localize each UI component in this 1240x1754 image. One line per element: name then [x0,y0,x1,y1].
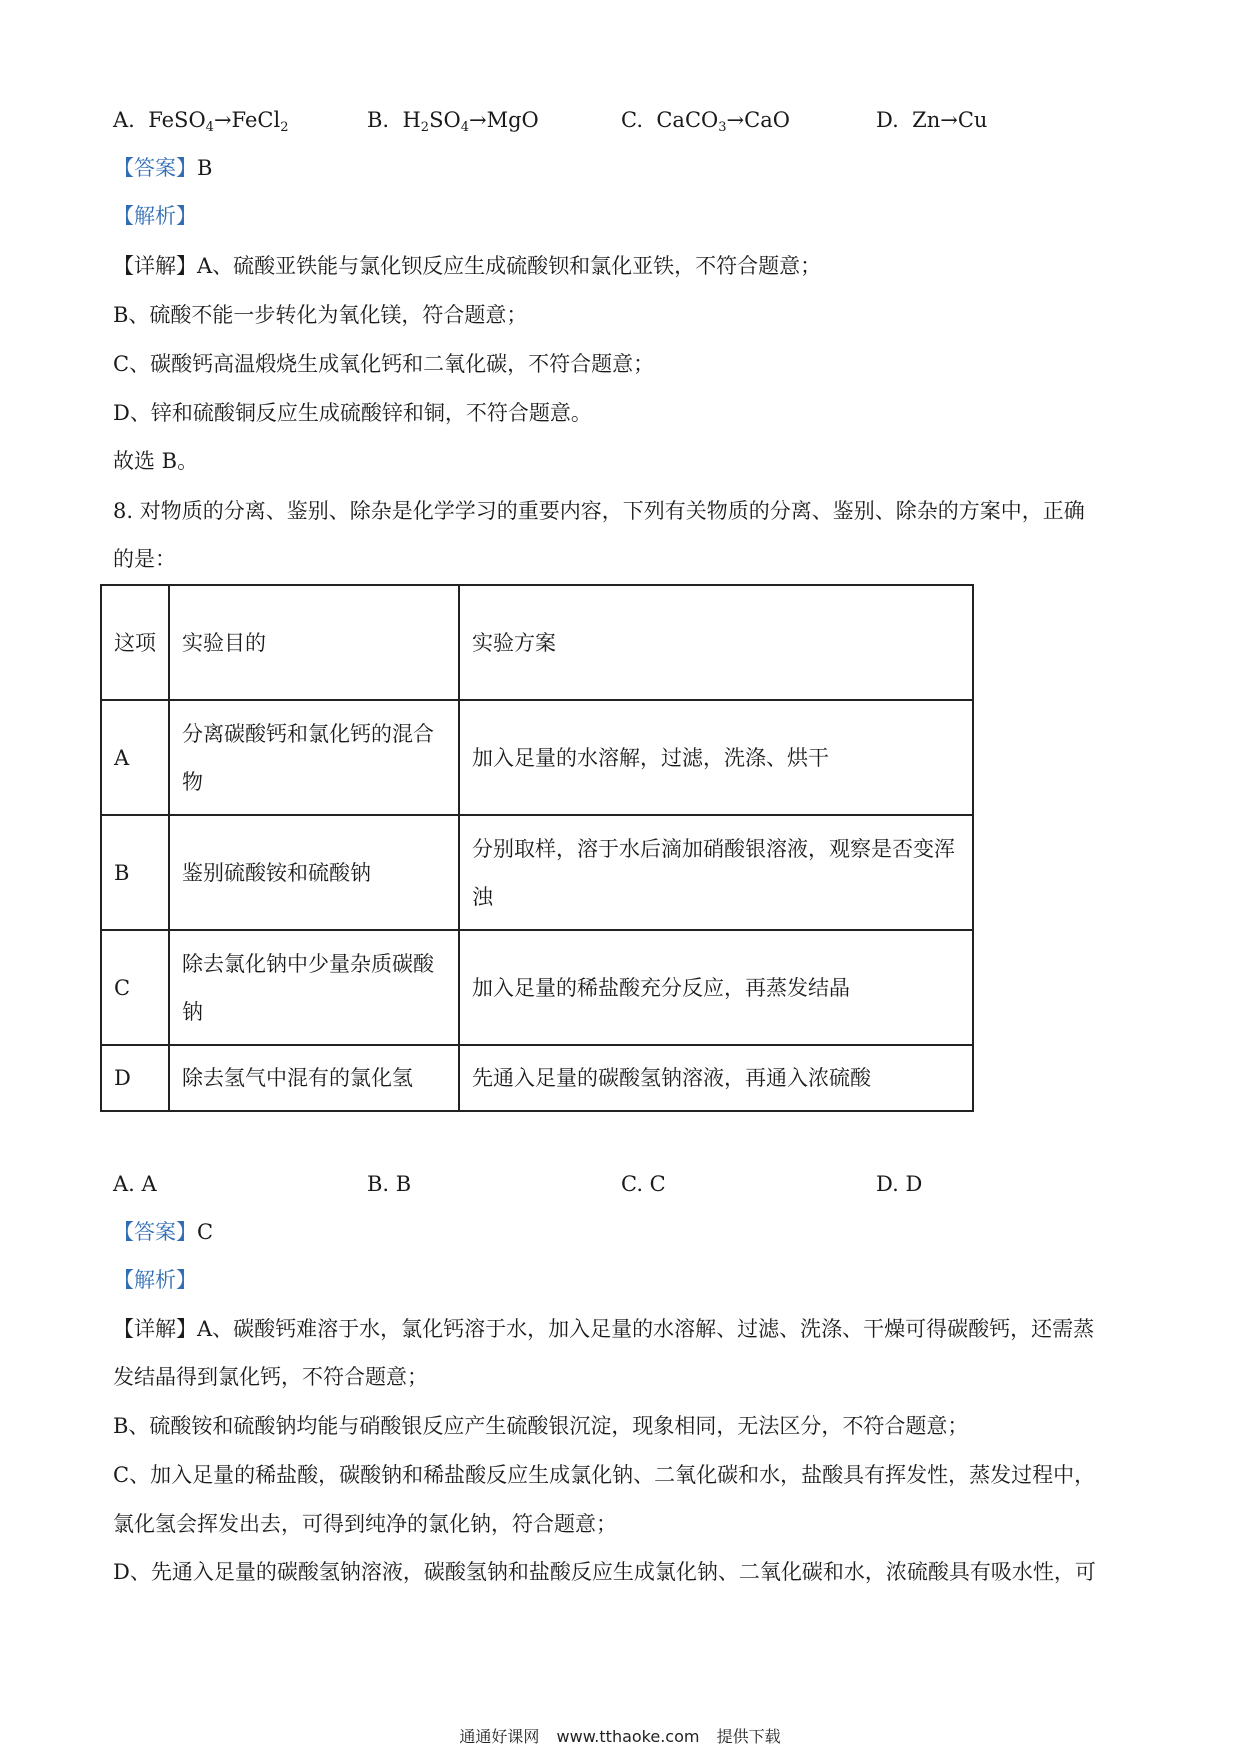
formula-subscript: 2 [420,120,430,135]
arrow: → [726,108,745,132]
detail-tag: 【详解】 [113,254,197,278]
formula-subscript: 4 [205,120,214,135]
q7-analysis-heading [113,201,197,231]
q8-detail-a-line2: 发结晶得到氯化钙，不符合题意； [113,1365,428,1389]
q8-analysis-heading [113,1265,197,1295]
q8-option-b: B. B [367,1172,412,1196]
q7-option-d [876,105,987,135]
row-method: 加入足量的水溶解，过滤，洗涤、烘干 [459,700,973,815]
table-row [101,930,973,1045]
q7-detail-c: C、碳酸钙高温煅烧生成氧化钙和二氧化碳，不符合题意； [113,352,655,376]
q8-detail-c-line1: C、加入足量的稀盐酸，碳酸钠和稀盐酸反应生成氯化钠、二氧化碳和水，盐酸具有挥发性，蒸发过程中， [113,1463,1096,1487]
table-row [101,815,973,930]
q7-option-b [367,105,539,135]
arrow: → [213,108,232,132]
answer-value: B [197,156,213,180]
q7-detail-b: B、硫酸不能一步转化为氧化镁，符合题意； [113,303,528,327]
table-row [101,1045,973,1111]
option-letter: B. [367,108,390,132]
q7-detail-d: D、锌和硫酸铜反应生成硫酸锌和铜，不符合题意。 [113,401,592,425]
row-key: D [101,1045,169,1111]
q7-option-c [621,105,790,135]
q8-stem-line1: 8. 对物质的分离、鉴别、除杂是化学学习的重要内容，下列有关物质的分离、鉴别、除杂的方案中，正确 [113,499,1085,523]
option-letter: C. [621,108,643,132]
detail-text: A、硫酸亚铁能与氯化钡反应生成硫酸钡和氯化亚铁，不符合题意； [197,254,822,278]
q8-detail-c-line2: 氯化氢会挥发出去，可得到纯净的氯化钠，符合题意； [113,1512,617,1536]
q8-option-a: A. A [113,1172,157,1196]
footer-site-name: 通通好课网 [459,1727,540,1746]
q8-detail-b: B、硫酸铵和硫酸钠均能与硝酸银反应产生硫酸银沉淀，现象相同，无法区分，不符合题意； [113,1414,969,1438]
table-row [101,700,973,815]
row-purpose: 鉴别硫酸铵和硫酸钠 [169,815,459,930]
arrow: → [468,108,487,132]
answer-tag: 【答案】 [113,1220,197,1244]
analysis-tag: 【解析】 [113,204,197,228]
option-letter: D. [876,108,899,132]
experiment-table [100,584,974,1112]
q7-detail-a [113,251,821,281]
q7-conclusion: 故选 B。 [113,449,199,473]
formula-subscript: 3 [718,120,727,135]
formula-part: Zn→Cu [912,108,988,132]
row-method: 分别取样，溶于水后滴加硝酸银溶液，观察是否变浑浊 [459,815,973,930]
formula-subscript: 2 [280,120,289,135]
option-letter: A. [113,108,135,132]
q8-option-d: D. D [876,1172,923,1196]
q8-detail-d-line1: D、先通入足量的碳酸氢钠溶液，碳酸氢钠和盐酸反应生成氯化钠、二氧化碳和水，浓硫酸具有吸水性，可 [113,1560,1096,1584]
analysis-tag: 【解析】 [113,1268,197,1292]
row-key: B [101,815,169,930]
row-purpose: 除去氢气中混有的氯化氢 [169,1045,459,1111]
formula-part: FeCl [231,108,281,132]
formula-subscript: 4 [460,120,469,135]
row-method: 先通入足量的碳酸氢钠溶液，再通入浓硫酸 [459,1045,973,1111]
formula-part: H [402,108,421,132]
row-purpose: 除去氯化钠中少量杂质碳酸钠 [169,930,459,1045]
footer-url[interactable]: www.tthaoke.com [556,1727,700,1746]
answer-value: C [197,1220,214,1244]
q8-answer [113,1217,213,1247]
header-purpose: 实验目的 [169,585,459,700]
page-footer [0,1724,1240,1747]
formula-part: MgO [486,108,539,132]
q8-option-c: C. C [621,1172,666,1196]
answer-tag: 【答案】 [113,156,197,180]
row-purpose: 分离碳酸钙和氯化钙的混合物 [169,700,459,815]
q8-detail-a-line1 [113,1314,1094,1344]
q7-option-a [113,105,288,135]
footer-note: 提供下载 [716,1727,781,1746]
formula-part: CaO [744,108,790,132]
formula-part: FeSO [148,108,206,132]
row-key: C [101,930,169,1045]
table-header-row [101,585,973,700]
header-option: 这项 [101,585,169,700]
header-method: 实验方案 [459,585,973,700]
formula-part: CaCO [656,108,719,132]
q7-answer [113,153,212,183]
row-key: A [101,700,169,815]
detail-text: A、碳酸钙难溶于水，氯化钙溶于水，加入足量的水溶解、过滤、洗涤、干燥可得碳酸钙，还需蒸 [197,1317,1095,1341]
detail-tag: 【详解】 [113,1317,197,1341]
formula-part: SO [429,108,461,132]
q8-stem-line2: 的是： [113,547,176,571]
row-method: 加入足量的稀盐酸充分反应，再蒸发结晶 [459,930,973,1045]
